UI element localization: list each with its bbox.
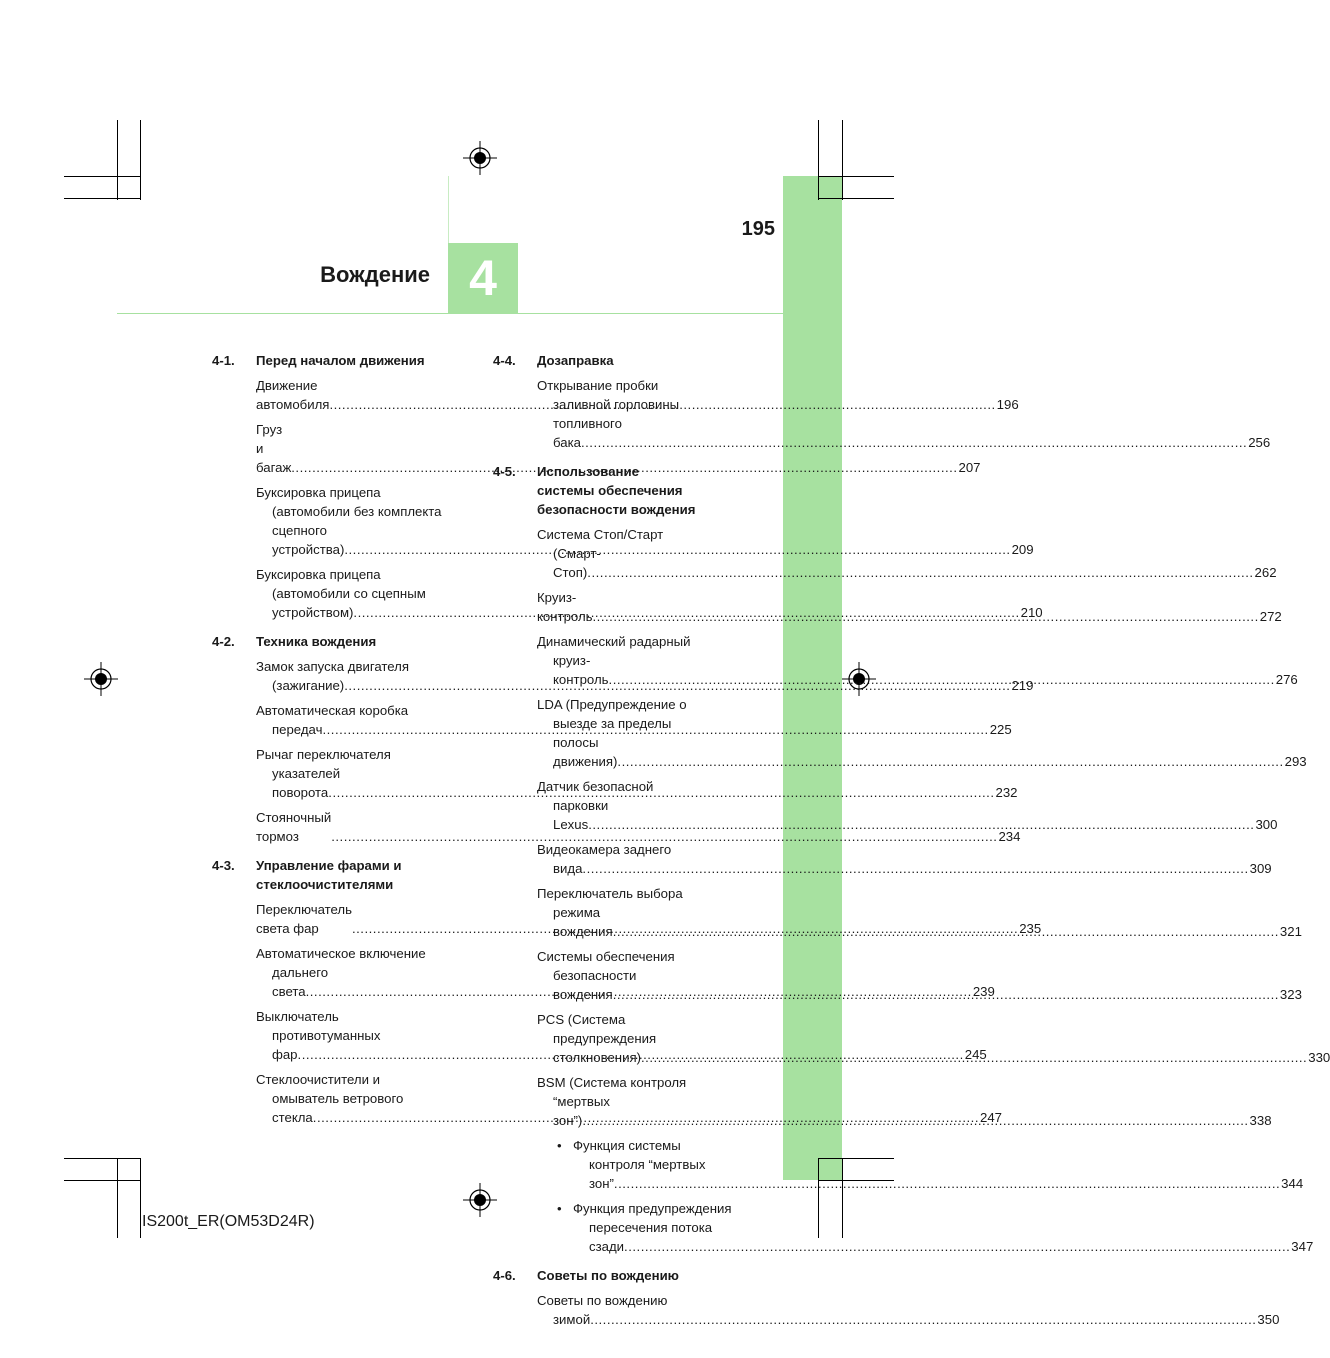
toc-entry-continuation bbox=[537, 1310, 1279, 1329]
registration-mark-icon bbox=[463, 1183, 497, 1217]
toc-entry-line bbox=[537, 588, 1282, 626]
toc-entry-text bbox=[537, 777, 1277, 834]
toc-entry-title: Круиз-контроль bbox=[537, 590, 593, 624]
toc-entry-title-cont: (автомобили со сцепным устройством) bbox=[272, 586, 426, 620]
toc-page-number[interactable]: 234 bbox=[998, 829, 1021, 844]
toc-entry-title-cont: контроля “мертвых зон” bbox=[589, 1157, 706, 1191]
toc-page-number[interactable]: 338 bbox=[1249, 1113, 1272, 1128]
section-number: 4-1. bbox=[212, 353, 235, 368]
toc-page-number[interactable]: 225 bbox=[989, 722, 1012, 737]
toc-page-number[interactable]: 347 bbox=[1291, 1239, 1314, 1254]
toc-entry-continuation bbox=[537, 966, 1302, 1004]
toc-entry-continuation bbox=[537, 1029, 1330, 1067]
header-divider-vertical bbox=[448, 176, 449, 243]
chapter-title: Вождение bbox=[320, 262, 430, 287]
toc-entry-continuation bbox=[537, 903, 1302, 941]
toc-entry[interactable] bbox=[553, 1199, 1314, 1256]
toc-page-number[interactable]: 239 bbox=[972, 984, 995, 999]
toc-entry-title: Переключатель выбора bbox=[537, 886, 683, 901]
section-number: 4-3. bbox=[212, 858, 235, 873]
toc-entry-text bbox=[537, 1291, 1279, 1329]
toc-entry-title-cont: дальнего света bbox=[272, 965, 329, 999]
dot-leader bbox=[613, 987, 1279, 1002]
toc-page-number[interactable]: 209 bbox=[1011, 542, 1034, 557]
toc-entry-continuation bbox=[573, 1155, 1303, 1193]
toc-entry-title-cont: противотуманных фар bbox=[272, 1028, 381, 1062]
toc-page-number[interactable]: 321 bbox=[1279, 924, 1302, 939]
section-title: Управление фарами и стеклоочистителями bbox=[256, 858, 402, 892]
toc-entry-title: BSM (Система контроля bbox=[537, 1075, 687, 1090]
toc-entry-title: Открывание пробки bbox=[537, 378, 659, 393]
toc-entry-title: Буксировка прицепа bbox=[256, 485, 381, 500]
section-heading[interactable] bbox=[212, 632, 470, 651]
toc-page-number[interactable]: 293 bbox=[1284, 754, 1307, 769]
toc-entry-title: PCS (Система bbox=[537, 1012, 626, 1027]
page-number: 195 bbox=[741, 218, 775, 240]
toc-entry-title: Динамический радарный bbox=[537, 634, 691, 649]
toc-page-number[interactable]: 344 bbox=[1281, 1176, 1304, 1191]
dot-leader bbox=[624, 1239, 1290, 1254]
section-number: 4-2. bbox=[212, 634, 235, 649]
toc-entry-title: Видеокамера заднего bbox=[537, 842, 672, 857]
toc-entry-title-cont: парковки Lexus bbox=[553, 798, 609, 832]
section-number: 4-5. bbox=[493, 464, 516, 479]
section-title: Использование системы обеспечения безопасности вождения bbox=[537, 464, 696, 517]
toc-entry-title-cont: режима вождения bbox=[553, 905, 613, 939]
toc-entry-title: Системы обеспечения bbox=[537, 949, 675, 964]
toc-entry-title-cont: (автомобили без комплекта сцепного устройства) bbox=[272, 504, 442, 557]
section-title: Техника вождения bbox=[256, 634, 377, 649]
toc-entry-title-cont: заливной горловины топливного бака bbox=[553, 397, 680, 450]
toc-entry-title-cont: круиз-контроль bbox=[553, 653, 609, 687]
toc-entry-title-cont: “мертвых зон”) bbox=[553, 1094, 610, 1128]
toc-entry[interactable] bbox=[537, 840, 1272, 878]
dot-leader bbox=[582, 1113, 1248, 1128]
toc-entry[interactable] bbox=[553, 1136, 1304, 1193]
toc-entry-title: Буксировка прицепа bbox=[256, 567, 381, 582]
toc-page-number[interactable]: 207 bbox=[958, 460, 981, 475]
toc-entry-title-cont: пересечения потока сзади bbox=[589, 1220, 713, 1254]
toc-page-number[interactable]: 247 bbox=[980, 1110, 1003, 1125]
dot-leader bbox=[614, 1176, 1280, 1191]
toc-entry-continuation bbox=[537, 544, 1277, 582]
dot-leader bbox=[613, 924, 1279, 939]
toc-entry-title: Функция системы bbox=[573, 1138, 681, 1153]
toc-entry-title-cont: зимой bbox=[553, 1312, 591, 1327]
toc-entry-title: Датчик безопасной bbox=[537, 779, 654, 794]
dot-leader bbox=[582, 861, 1248, 876]
toc-page-number[interactable]: 235 bbox=[1019, 921, 1042, 936]
toc-page-number[interactable]: 330 bbox=[1308, 1050, 1330, 1065]
toc-entry-title: Стеклоочистители и bbox=[256, 1072, 381, 1087]
toc-entry-title: Советы по вождению bbox=[537, 1293, 668, 1308]
dot-leader bbox=[587, 565, 1253, 580]
section-heading[interactable] bbox=[212, 856, 470, 894]
toc-entry-text bbox=[537, 525, 1277, 582]
toc-page-number[interactable]: 219 bbox=[1011, 678, 1034, 693]
section-heading[interactable] bbox=[493, 351, 748, 370]
toc-entry-title-cont: передач bbox=[272, 722, 323, 737]
toc-entry-title-cont: предупреждения столкновения) bbox=[553, 1031, 657, 1065]
chapter-number: 4 bbox=[469, 250, 497, 306]
toc-entry-title-cont: указателей поворота bbox=[272, 766, 341, 800]
toc-entry-text bbox=[537, 1073, 1272, 1130]
section-number: 4-6. bbox=[493, 1268, 516, 1283]
dot-leader bbox=[588, 817, 1254, 832]
toc-page-number[interactable]: 245 bbox=[964, 1047, 987, 1062]
toc-page-number[interactable]: 300 bbox=[1255, 817, 1278, 832]
toc-entry-title-cont: омыватель ветрового стекла bbox=[272, 1091, 404, 1125]
toc-page-number[interactable]: 276 bbox=[1275, 672, 1298, 687]
dot-leader bbox=[641, 1050, 1307, 1065]
toc-page-number[interactable]: 309 bbox=[1249, 861, 1272, 876]
toc-page-number[interactable]: 196 bbox=[996, 397, 1019, 412]
section-number: 4-4. bbox=[493, 353, 516, 368]
toc-entry-continuation bbox=[573, 1218, 1313, 1256]
dot-leader bbox=[593, 607, 1259, 626]
toc-entry-text bbox=[537, 632, 1298, 689]
toc-entry-title: Рычаг переключателя bbox=[256, 747, 391, 762]
toc-entry-continuation bbox=[537, 796, 1277, 834]
dot-leader bbox=[617, 754, 1283, 769]
header-divider bbox=[117, 313, 783, 314]
bullet-icon: • bbox=[557, 1138, 562, 1153]
section-title: Перед началом движения bbox=[256, 353, 425, 368]
toc-entry-text bbox=[537, 840, 1272, 878]
toc-entry-title: Замок запуска двигателя bbox=[256, 659, 410, 674]
toc-entry-title: Переключатель света фар bbox=[256, 902, 352, 936]
dot-leader bbox=[590, 1312, 1256, 1327]
toc-entry-title-cont: безопасности вождения bbox=[553, 968, 637, 1002]
toc-entry-continuation bbox=[537, 714, 1307, 771]
toc-page-number[interactable]: 232 bbox=[995, 785, 1018, 800]
toc-entry-title: Движение автомобиля bbox=[256, 378, 330, 412]
bullet-icon: • bbox=[557, 1201, 562, 1216]
toc-entry-text bbox=[537, 884, 1302, 941]
section-heading[interactable] bbox=[493, 462, 748, 519]
toc-entry-text bbox=[537, 1010, 1330, 1067]
toc-entry-title: Автоматическая коробка bbox=[256, 703, 409, 718]
toc-entry-title: Автоматическое включение bbox=[256, 946, 426, 961]
toc-page-number[interactable]: 272 bbox=[1259, 609, 1282, 624]
toc-entry-text bbox=[573, 1136, 1303, 1193]
dot-leader bbox=[581, 435, 1247, 450]
section-title: Дозаправка bbox=[537, 353, 614, 368]
toc-entry-text bbox=[537, 376, 1270, 452]
section-title: Советы по вождению bbox=[537, 1268, 679, 1283]
toc-section bbox=[493, 1266, 1280, 1329]
registration-mark-icon bbox=[463, 141, 497, 175]
toc-entry-text bbox=[537, 588, 1282, 626]
toc-entry-title: Стояночный тормоз bbox=[256, 810, 332, 844]
toc-entry-title: Груз и багаж bbox=[256, 422, 292, 475]
toc-entry[interactable] bbox=[537, 1291, 1280, 1329]
toc-entry-title: Выключатель bbox=[256, 1009, 339, 1024]
toc-entry-continuation bbox=[537, 859, 1272, 878]
toc-page-number[interactable]: 350 bbox=[1257, 1312, 1280, 1327]
toc-entry-title-cont: выезде за пределы полосы движения) bbox=[553, 716, 672, 769]
dot-leader bbox=[609, 672, 1275, 687]
toc-entry-title-cont: вида bbox=[553, 861, 583, 876]
toc-entry-title-cont: (Смарт-Стоп) bbox=[553, 546, 601, 580]
toc-entry-title: Система Стоп/Старт bbox=[537, 527, 664, 542]
registration-mark-icon bbox=[84, 662, 118, 696]
section-heading[interactable] bbox=[493, 1266, 748, 1285]
model-code: IS200t_ER(OM53D24R) bbox=[142, 1213, 315, 1230]
toc-page-number[interactable]: 323 bbox=[1279, 987, 1302, 1002]
toc-entry-continuation bbox=[537, 651, 1298, 689]
toc-entry-continuation bbox=[537, 395, 1270, 452]
toc-page-number[interactable]: 210 bbox=[1020, 605, 1043, 620]
toc-page-number[interactable]: 256 bbox=[1248, 435, 1271, 450]
toc-entry-continuation bbox=[537, 1092, 1272, 1130]
toc-entry-text bbox=[537, 695, 1307, 771]
toc-entry-title: LDA (Предупреждение о bbox=[537, 697, 687, 712]
toc-entry-text bbox=[573, 1199, 1313, 1256]
toc-entry-title: Функция предупреждения bbox=[573, 1201, 732, 1216]
toc-entry-title-cont: (зажигание) bbox=[272, 678, 345, 693]
toc-entry-text bbox=[537, 947, 1302, 1004]
toc-page-number[interactable]: 262 bbox=[1254, 565, 1277, 580]
section-heading[interactable] bbox=[212, 351, 470, 370]
